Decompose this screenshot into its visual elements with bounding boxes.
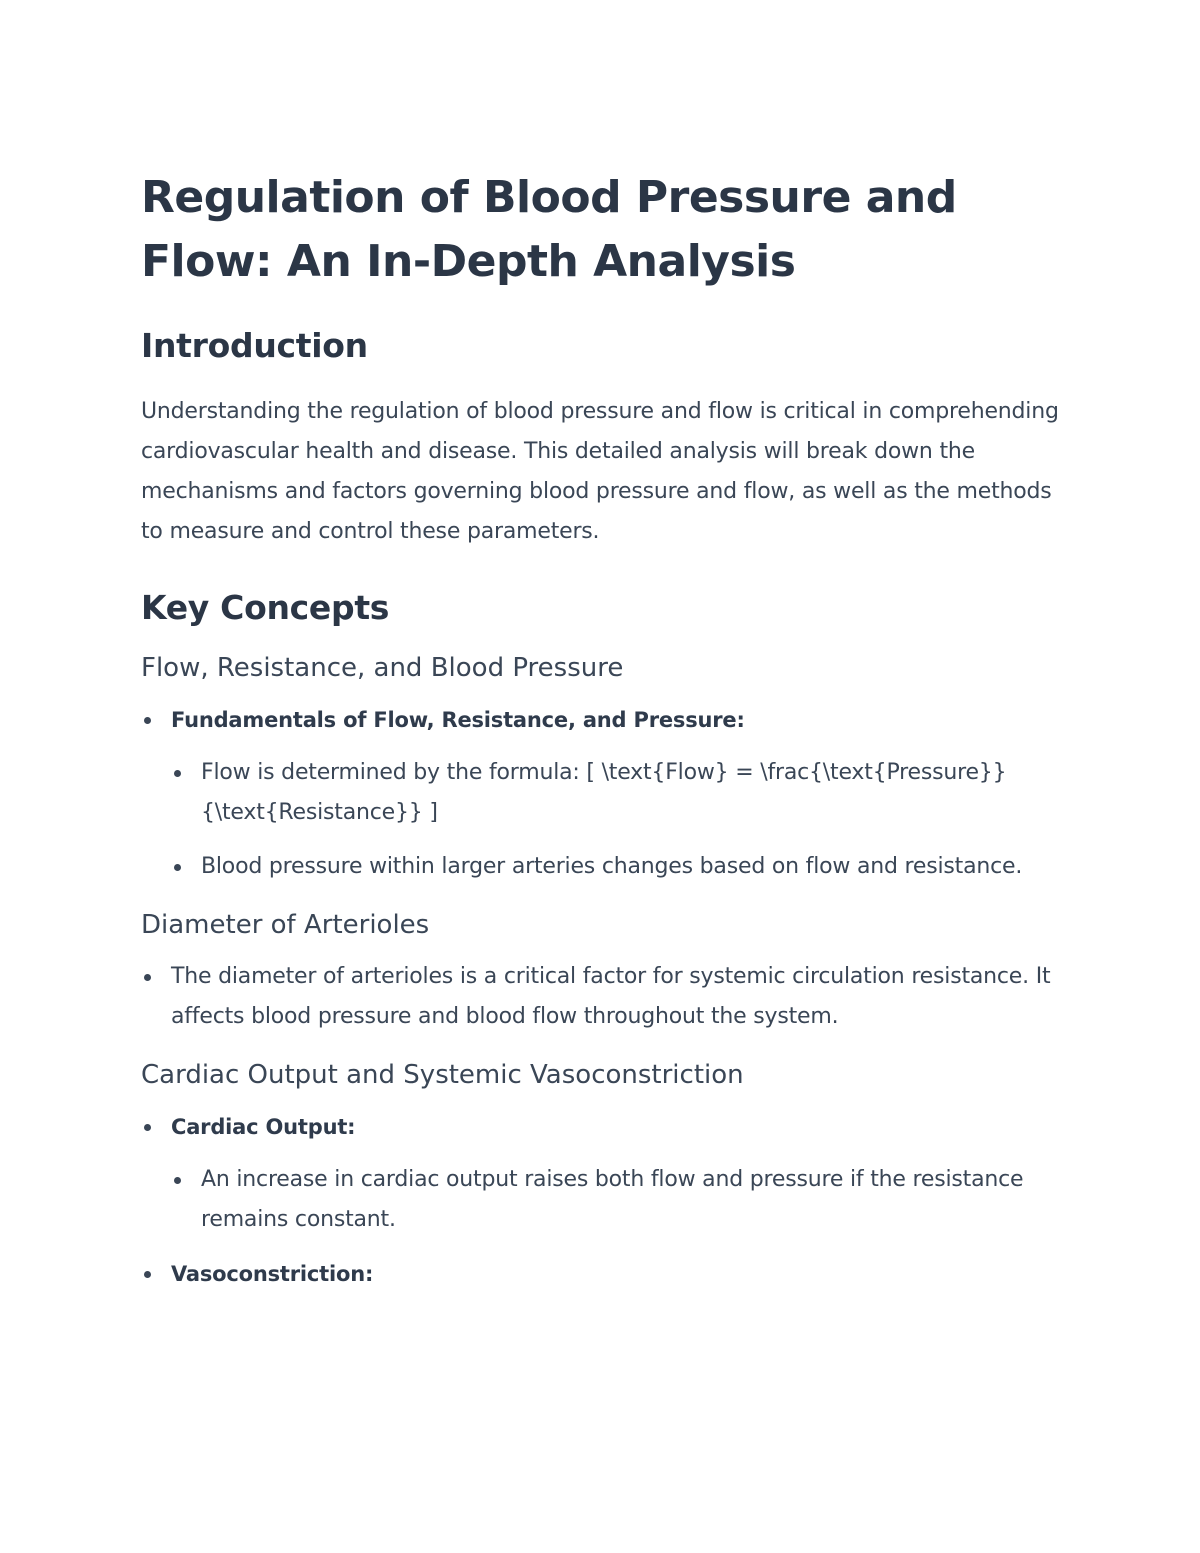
list-item: Blood pressure within larger arteries changes based on flow and resistance.	[171, 847, 1071, 887]
key-concepts-heading: Key Concepts	[141, 588, 390, 627]
document-title: Regulation of Blood Pressure and Flow: An In-Depth Analysis	[141, 172, 957, 287]
list-item-label: Vasoconstriction:	[171, 1262, 374, 1286]
cardiac-output-heading: Cardiac Output and Systemic Vasoconstriction	[141, 1060, 744, 1090]
cardiac-output-list	[141, 1107, 1071, 1295]
flow-resistance-sublist	[171, 753, 1071, 887]
cardiac-output-sublist	[171, 1160, 1071, 1240]
flow-resistance-list	[141, 700, 1071, 887]
list-item-label: Cardiac Output:	[171, 1115, 356, 1139]
list-item	[141, 700, 1071, 887]
list-item: The diameter of arterioles is a critical factor for systemic circulation resistance. It affects blood pressure and blood flow throughout the system.	[141, 957, 1071, 1037]
arterioles-heading: Diameter of Arterioles	[141, 910, 430, 940]
list-item-label: Fundamentals of Flow, Resistance, and Pressure:	[171, 708, 745, 732]
list-item	[141, 1107, 1071, 1240]
list-item: Flow is determined by the formula: [ \text{Flow} = \frac{\text{Pressure}}{\text{Resistance}} ]	[171, 753, 1071, 833]
list-item: An increase in cardiac output raises both flow and pressure if the resistance remains constant.	[171, 1160, 1071, 1240]
flow-resistance-heading: Flow, Resistance, and Blood Pressure	[141, 653, 624, 683]
document-content	[141, 166, 1071, 1295]
introduction-heading: Introduction	[141, 326, 368, 365]
introduction-paragraph: Understanding the regulation of blood pressure and flow is critical in comprehending cardiovascular health and disease. This detailed analysis will break down the mechanisms and factors governing blood pressure and flow, as well as the methods to measure and control these parameters.	[141, 399, 1059, 544]
arterioles-list	[141, 957, 1071, 1037]
list-item	[141, 1254, 1071, 1295]
